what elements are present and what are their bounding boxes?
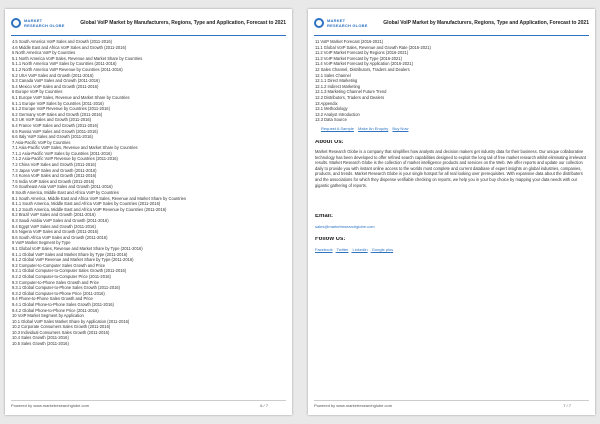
toc-item: 13.3 Data Source [315, 117, 347, 123]
page-number: 6 / 7 [260, 403, 268, 408]
toc-item: 12.1.3 Marketing Channel Future Trend [315, 89, 387, 95]
google-plus-link[interactable]: Google plus [371, 247, 394, 253]
toc-item: 10.3 Individual Consumers Sales Growth (2011-2016) [12, 329, 110, 335]
toc-item: 12.1 Sales Channel [315, 72, 351, 78]
toc-item: 10 VoIP Market Segment by Application [12, 313, 84, 319]
toc-item: 7.1.1 Asia-Pacific VoIP Sales by Countries (2011-2016) [12, 150, 112, 156]
toc-item: 6.3 UK VoIP Sales and Growth (2011-2016) [12, 117, 92, 123]
toc-item: 11.1 Global VoIP Sales, Revenue and Growth Rate (2016-2021) [315, 44, 431, 50]
toc-item: 9.2.2 Global Computer-to-Computer Price (2011-2016) [12, 273, 111, 279]
toc-item: 9.3 Computer-to-Phone Sales Growth and Price [12, 279, 99, 285]
toc-item: 11.4 VoIP Market Forecast by Application (2016-2021) [315, 61, 413, 67]
toc-item: 9 VoIP Market Segment by Type [12, 240, 71, 246]
toc-item: 5.1 North America VoIP Sales, Revenue and Market Share by Countries [12, 55, 143, 61]
toc-item: 6.1.1 Europe VoIP Sales by Countries (2011-2016) [12, 100, 104, 106]
toc-item: 6.1.2 Europe VoIP Revenue by Countries (2011-2016) [12, 106, 110, 112]
toc-item: 8.1.1 South America, Middle East and Africa VoIP Sales by Countries (2011-2016) [12, 201, 161, 207]
toc-item: 6.6 Italy VoIP Sales and Growth (2011-2016) [12, 134, 93, 140]
toc-item: 5.3 Canada VoIP Sales and Growth (2011-2016) [12, 78, 100, 84]
toc-item: 8.5 Nigeria VoIP Sales and Growth (2011-2016) [12, 229, 99, 235]
twitter-link[interactable]: Twitter [336, 247, 349, 253]
toc-item: 12 Sales Channel, Distributors, Traders and Dealers [315, 66, 410, 72]
toc-item: 6.5 Russia VoIP Sales and Growth (2011-2016) [12, 128, 98, 134]
toc-item: 7.2 China VoIP Sales and Growth (2011-2016) [12, 162, 97, 168]
toc-item: 9.4.2 Global Phone-to-Phone Price (2011-2016) [12, 307, 99, 313]
toc-item: 8.6 South Africa VoIP Sales and Growth (2011-2016) [12, 234, 108, 240]
page-content [315, 39, 589, 253]
toc-item: 10.2 Corporate Consumers Sales Growth (2011-2016) [12, 324, 111, 330]
toc-item: 9.4.1 Global Phone-to-Phone Sales Growth (2011-2016) [12, 301, 114, 307]
globe-icon [11, 18, 21, 28]
toc-item: 12.2 Distributors, Traders and Dealers [315, 94, 385, 100]
buy-now-link[interactable]: Buy Now [392, 125, 409, 131]
page-footer [11, 400, 286, 409]
document-page-7 [308, 9, 595, 415]
globe-icon [314, 18, 324, 28]
toc-item: 8.2 Brazil VoIP Sales and Growth (2011-2016) [12, 212, 96, 218]
header-divider [314, 35, 589, 36]
toc-item: 9.1 Global VoIP Sales, Revenue and Market Share by Type (2011-2016) [12, 245, 143, 251]
follow-heading: Follow Us: [315, 237, 346, 243]
toc-item: 7.4 Korea VoIP Sales and Growth (2011-2016) [12, 173, 97, 179]
toc-item: 11 VoIP Market Forecast (2016-2021) [315, 39, 384, 44]
facebook-link[interactable]: Facebook [315, 247, 333, 253]
toc-item: 9.2 Computer-to-Computer Sales Growth and Price [12, 262, 106, 268]
toc-item: 7.1.2 Asia-Pacific VoIP Revenue by Countries (2011-2016) [12, 156, 118, 162]
toc-item: 9.1.1 Global VoIP Sales and Market Share by Type (2011-2016) [12, 251, 128, 257]
about-heading: About Us: [315, 139, 344, 145]
request-sample-link[interactable]: Request A Sample [321, 125, 354, 131]
toc-item: 8.1.2 South America, Middle East and Africa VoIP Revenue by Countries (2011-2016) [12, 206, 167, 212]
page-header [314, 16, 589, 38]
toc-item: 6.1 Europe VoIP Sales, Revenue and Market Share by Countries [12, 94, 130, 100]
email-link[interactable]: sales@marketresearchglobe.com [315, 223, 375, 229]
table-of-contents [12, 39, 286, 347]
toc-item: 13.1 Methodology [315, 106, 348, 112]
linkedin-link[interactable]: LinkedIn [352, 247, 368, 253]
toc-item: 10.4 Sales Growth (2011-2016) [12, 335, 69, 341]
make-enquiry-link[interactable]: Make An Enquiry [358, 125, 389, 131]
email-heading: Email: [315, 214, 334, 220]
toc-item: 7.3 Japan VoIP Sales and Growth (2011-2016) [12, 167, 97, 173]
toc-item: 7 Asia-Pacific VoIP by Countries [12, 139, 71, 145]
header-divider [11, 35, 286, 36]
logo [11, 16, 67, 32]
toc-item: 7.1 Asia-Pacific VoIP Sales, Revenue and Market Share by Countries [12, 145, 138, 151]
footer-powered-by: Powered by www.marketresearchglobe.com [11, 403, 90, 408]
page-header [11, 16, 286, 38]
request-links [315, 126, 589, 132]
toc-item: 7.6 Southeast Asia VoIP Sales and Growth (2011-2016) [12, 184, 113, 190]
toc-item: 8.1 South America, Middle East and Africa VoIP Sales, Revenue and Market Share by Countries [12, 195, 187, 201]
logo-text: MARKET RESEARCH GLOBE [24, 18, 65, 28]
toc-item: 11.3 VoIP Market Forecast by Type (2016-2021) [315, 55, 402, 61]
toc-item: 5.1.1 North America VoIP Sales by Countries (2011-2016) [12, 61, 117, 67]
toc-item: 5.1.2 North America VoIP Revenue by Countries (2011-2016) [12, 66, 123, 72]
toc-item: 5.4 Mexico VoIP Sales and Growth (2011-2016) [12, 83, 99, 89]
toc-item: 5 North America VoIP by Countries [12, 50, 76, 56]
page-title: Global VoIP Market by Manufacturers, Regions, Type and Application, Forecast to 2021 [383, 20, 589, 26]
toc-item: 9.2.1 Global Computer-to-Computer Sales Growth (2011-2016) [12, 268, 127, 274]
toc-item: 6.4 France VoIP Sales and Growth (2011-2016) [12, 122, 99, 128]
page-footer [314, 400, 589, 409]
social-links [315, 247, 589, 253]
toc-item: 10.1 Global VoIP Sales Market Share by Application (2011-2016) [12, 318, 130, 324]
about-text: Market Research Globe is a company that simplifies how analysts and decision makers get industry data for their business. Our unique collaborative technology has been developed to offer refined search capabilities designed to exploit the long tail of free market research whilst eliminating irrelevant results. Market Research Globe is the collection of market intelligence products and services on the Web. We offer reports and update our collection daily to provide you with instant online access to the worlds most complete and current database of expert insights on global industries, companies, products, and trends. Market Research Globe is your single hotspot for all real looking over prerequisites. With expansive data about the distributers and the associations for which they dispense verifiable checking on reports, we help you in your buy choice by mapping your data needs with our gigantic gathering of reports. [315, 149, 586, 188]
page-title: Global VoIP Market by Manufacturers, Regions, Type and Application, Forecast to 2021 [80, 20, 286, 26]
toc-item: 11.2 VoIP Market Forecast by Regions (2016-2021) [315, 50, 409, 56]
logo-text: MARKET RESEARCH GLOBE [327, 18, 368, 28]
toc-item: 8 South America, Middle East and Africa VoIP by Countries [12, 190, 119, 196]
toc-item: 4.5 South America VoIP Sales and Growth (2011-2016) [12, 39, 112, 44]
toc-item: 7.5 India VoIP Sales and Growth (2011-2016) [12, 178, 95, 184]
table-of-contents [315, 39, 589, 123]
toc-item: 10.5 Sales Growth (2011-2016) [12, 341, 69, 347]
toc-item: 13 Appendix [315, 100, 338, 106]
toc-item: 9.3.2 Global Computer-to-Phone Price (2011-2016) [12, 290, 105, 296]
toc-item: 13.2 Analyst Introduction [315, 111, 360, 117]
toc-item: 6 Europe VoIP by Countries [12, 89, 63, 95]
footer-powered-by: Powered by www.marketresearchglobe.com [314, 403, 393, 408]
toc-item: 9.3.1 Global Computer-to-Phone Sales Growth (2011-2016) [12, 285, 121, 291]
page-number: 7 / 7 [563, 403, 571, 408]
toc-item: 5.2 USA VoIP Sales and Growth (2011-2016) [12, 72, 94, 78]
toc-item: 12.1.1 Direct Marketing [315, 78, 358, 84]
toc-item: 8.4 Egypt VoIP Sales and Growth (2011-2016) [12, 223, 96, 229]
logo [314, 16, 370, 32]
toc-item: 8.3 Saudi Arabia VoIP Sales and Growth (2011-2016) [12, 218, 109, 223]
toc-item: 6.2 Germany VoIP Sales and Growth (2011-2016) [12, 111, 103, 117]
toc-item: 9.4 Phone-to-Phone Sales Growth and Price [12, 296, 93, 302]
document-page-6 [5, 9, 292, 415]
toc-item: 4.6 Middle East and Africa VoIP Sales and Growth (2011-2016) [12, 44, 127, 50]
toc-item: 12.1.2 Indirect Marketing [315, 83, 361, 89]
toc-item: 9.1.2 Global VoIP Revenue and Market Share by Type (2011-2016) [12, 257, 134, 263]
